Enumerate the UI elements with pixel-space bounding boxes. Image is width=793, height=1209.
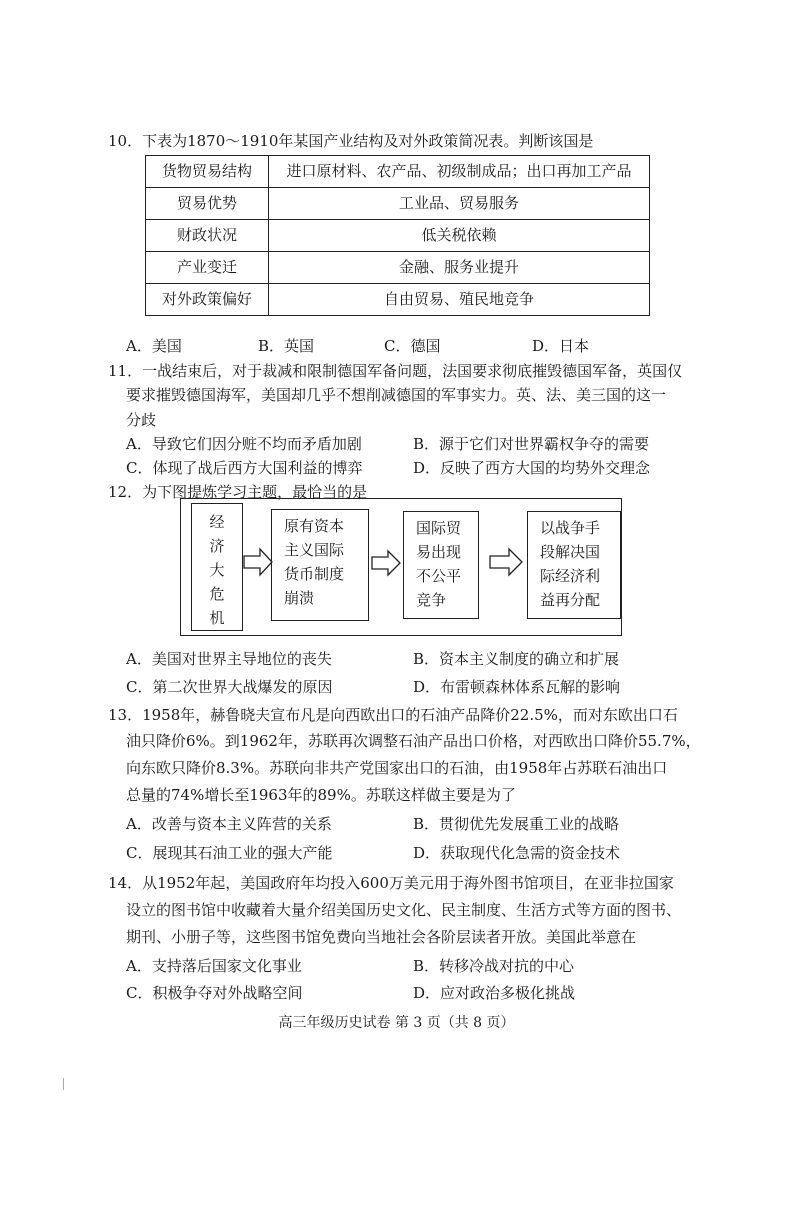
q14-option-b: B．转移冷战对抗的中心: [413, 957, 575, 975]
q13-option-a: A．改善与资本主义阵营的关系: [126, 815, 332, 833]
q10-option-d: D．日本: [532, 337, 590, 355]
flow-box-line: 货币制度: [284, 565, 345, 583]
q13-stem-line: 向东欧只降价8.3%。苏联向非共产党国家出口的石油，由1958年占苏联石油出口: [126, 759, 668, 777]
q13-stem-line: 油只降价6%。到1962年，苏联再次调整石油产品出口价格，对西欧出口降价55.7%，: [126, 732, 701, 750]
table-key: 贸易优势: [146, 188, 269, 220]
q14-stem-line: 设立的图书馆中收藏着大量介绍美国历史文化、民主制度、生活方式等方面的图书、: [126, 901, 682, 919]
flow-box-line: 竞争: [416, 591, 447, 609]
table-value: 进口原材料、农产品、初级制成品；出口再加工产品: [269, 156, 650, 188]
table-value: 金融、服务业提升: [269, 252, 650, 284]
q11-stem-line: 分歧: [126, 411, 157, 429]
q14-option-a: A．支持落后国家文化事业: [126, 957, 302, 975]
q11-option-a: A．导致它们因分赃不均而矛盾加剧: [126, 435, 362, 453]
q14-option-c: C．积极争夺对外战略空间: [126, 984, 303, 1002]
q13-option-d: D．获取现代化急需的资金技术: [413, 844, 621, 862]
q10-option-b: B．英国: [258, 337, 315, 355]
flow-start-char: 济: [209, 537, 225, 555]
q13-stem-line: 13．1958年，赫鲁晓夫宣布凡是向西欧出口的石油产品降价22.5%，而对东欧出口石: [108, 706, 678, 724]
q11-option-d: D．反映了西方大国的均势外交理念: [413, 459, 651, 477]
flow-box-line: 主义国际: [284, 541, 345, 559]
table-key: 产业变迁: [146, 252, 269, 284]
table-row: [146, 252, 650, 284]
table-row: [146, 156, 650, 188]
q13-option-b: B．贯彻优先发展重工业的战略: [413, 815, 620, 833]
table-key: 货物贸易结构: [146, 156, 269, 188]
q14-stem-line: 期刊、小册子等，这些图书馆免费向当地社会各阶层读者开放。美国此举意在: [126, 928, 637, 946]
q10-option-c: C．德国: [384, 337, 441, 355]
table-key: 对外政策偏好: [146, 284, 269, 316]
flow-box-war-redistribution: [527, 511, 621, 619]
flow-box-line: 不公平: [416, 567, 462, 585]
q12-option-c: C．第二次世界大战爆发的原因: [126, 678, 333, 696]
flow-start-char: 危: [209, 585, 225, 603]
q12-stem: 12．为下图提炼学习主题，最恰当的是: [108, 483, 368, 501]
table-row: [146, 220, 650, 252]
flow-box-line: 段解决国: [540, 543, 601, 561]
flow-box-line: 崩溃: [284, 589, 315, 607]
flow-box-unfair-trade: [403, 511, 479, 619]
q13-option-c: C．展现其石油工业的强大产能: [126, 844, 333, 862]
flow-start-char: 机: [209, 609, 225, 627]
flow-box-line: 益再分配: [540, 591, 601, 609]
table-value: 自由贸易、殖民地竞争: [269, 284, 650, 316]
q14-option-d: D．应对政治多极化挑战: [413, 984, 576, 1002]
flow-box-line: 以战争手: [540, 519, 601, 537]
table-value: 低关税依赖: [269, 220, 650, 252]
flow-box-line: 易出现: [416, 543, 462, 561]
q11-option-b: B．源于它们对世界霸权争夺的需要: [413, 435, 650, 453]
flow-start-char: 经: [209, 513, 225, 531]
flow-start-char: 大: [209, 561, 225, 579]
table-key: 财政状况: [146, 220, 269, 252]
flow-box-line: 国际贸: [416, 519, 462, 537]
flow-box-line: 原有资本: [284, 517, 345, 535]
page-footer: 高三年级历史试卷 第 3 页（共 8 页）: [278, 1015, 515, 1031]
q12-option-a: A．美国对世界主导地位的丧失: [126, 650, 332, 668]
flow-box-line: 际经济利: [540, 567, 601, 585]
scan-mark: [63, 1078, 64, 1090]
q12-option-d: D．布雷顿森林体系瓦解的影响: [413, 678, 621, 696]
q12-flowchart: [180, 498, 622, 636]
q12-option-b: B．资本主义制度的确立和扩展: [413, 650, 620, 668]
q10-option-a: A．美国: [126, 337, 182, 355]
q10-stem: 10．下表为1870～1910年某国产业结构及对外政策简况表。判断该国是: [108, 132, 594, 150]
arrow-right-icon: [371, 549, 401, 577]
q10-table: [145, 155, 650, 316]
q13-stem-line: 总量的74%增长至1963年的89%。苏联这样做主要是为了: [126, 786, 516, 804]
table-value: 工业品、贸易服务: [269, 188, 650, 220]
arrow-right-icon: [243, 547, 273, 577]
q14-stem-line: 14．从1952年起，美国政府年均投入600万美元用于海外图书馆项目，在亚非拉国家: [108, 874, 674, 892]
q11-option-c: C．体现了战后西方大国利益的博弈: [126, 459, 363, 477]
flow-start-box: [191, 503, 243, 631]
arrow-right-icon: [489, 547, 523, 577]
q11-stem-line: 要求摧毁德国海军，美国却几乎不想削减德国的军事实力。英、法、美三国的这一: [126, 386, 667, 404]
flow-box-currency-collapse: [271, 509, 369, 621]
table-row: [146, 188, 650, 220]
q11-stem-line: 11．一战结束后，对于裁减和限制德国军备问题，法国要求彻底摧毁德国军备，英国仅: [108, 362, 683, 380]
table-row: [146, 284, 650, 316]
